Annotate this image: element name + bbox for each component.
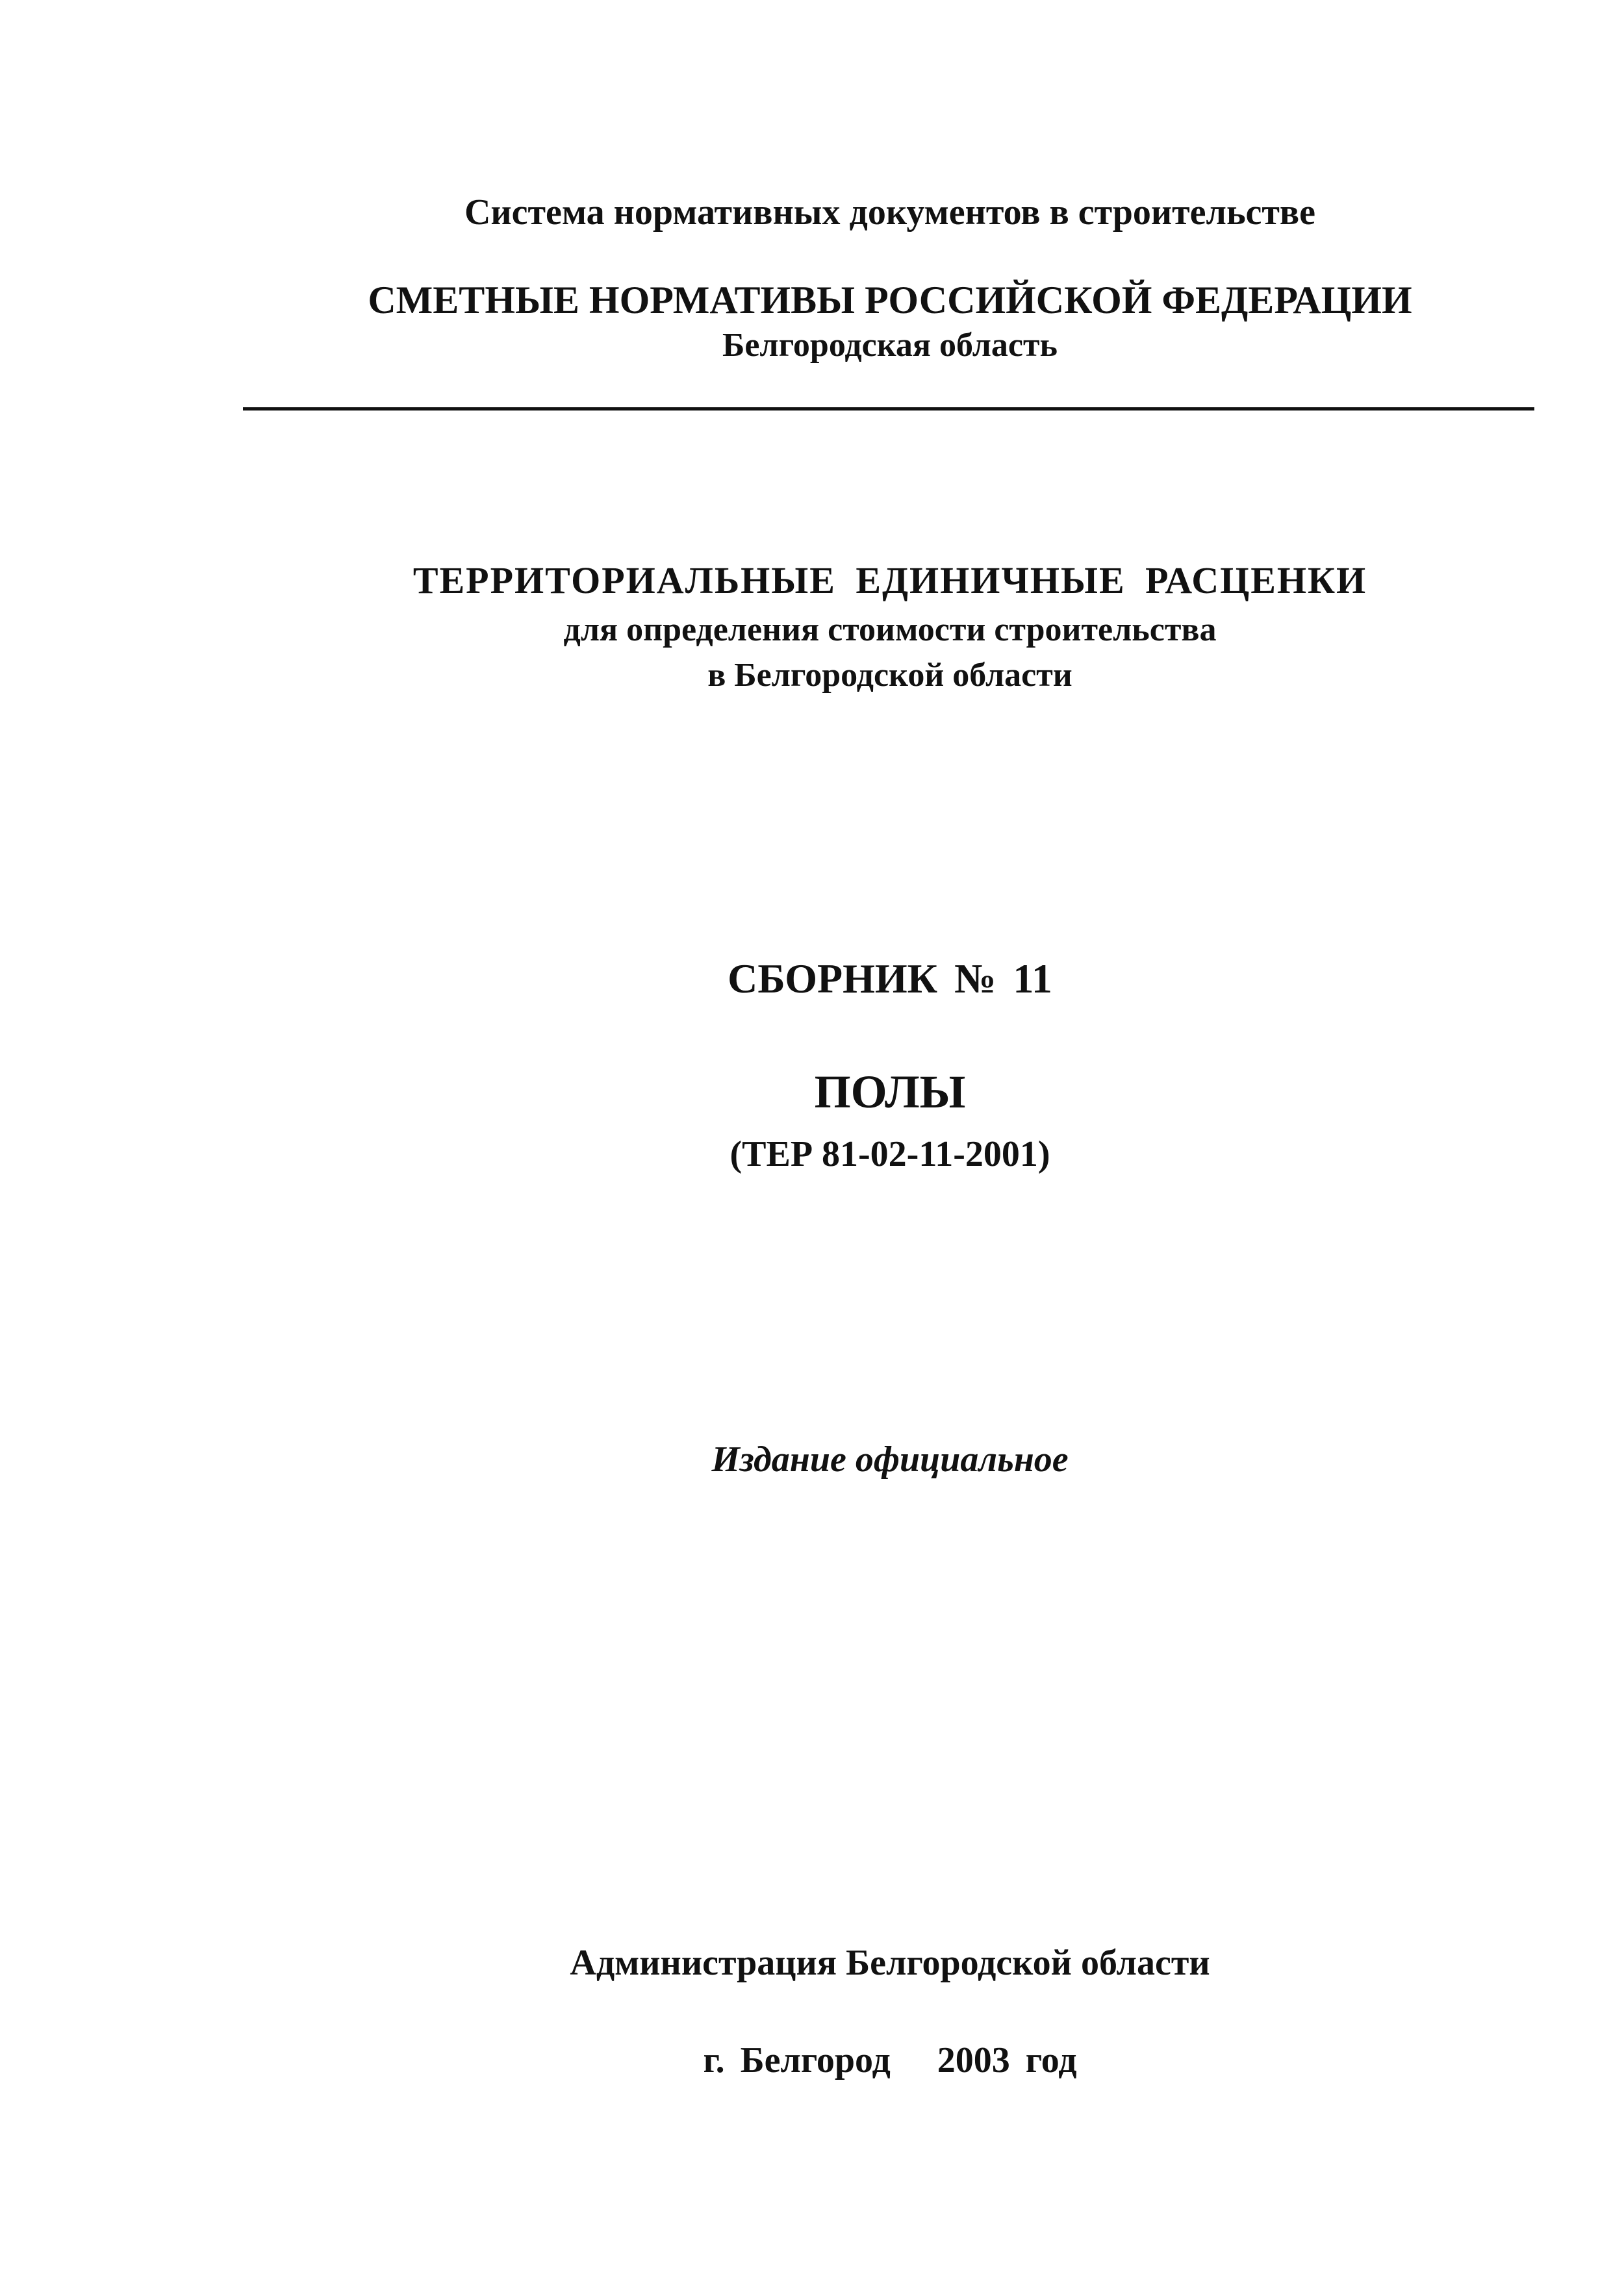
rates-title: ТЕРРИТОРИАЛЬНЫЕ ЕДИНИЧНЫЕ РАСЦЕНКИ xyxy=(412,559,1367,601)
federal-title: СМЕТНЫЕ НОРМАТИВЫ РОССИЙСКОЙ ФЕДЕРАЦИИ xyxy=(368,279,1412,322)
header-divider xyxy=(243,407,1534,411)
city-year: г. Белгород 2003 год xyxy=(703,2040,1077,2080)
publisher: Администрация Белгородской области xyxy=(570,1943,1210,1983)
region-name: Белгородская область xyxy=(722,327,1058,364)
collection-label: СБОРНИК № 11 xyxy=(728,955,1052,1002)
edition-note: Издание официальное xyxy=(711,1439,1069,1480)
rates-subtitle-line1: для определения стоимости строительства xyxy=(563,611,1217,648)
collection-name: ПОЛЫ xyxy=(814,1066,966,1118)
rates-subtitle-line2: в Белгородской области xyxy=(707,657,1072,694)
system-title: Система нормативных документов в строительстве xyxy=(464,192,1316,233)
collection-code: (ТЕР 81-02-11-2001) xyxy=(730,1134,1050,1174)
